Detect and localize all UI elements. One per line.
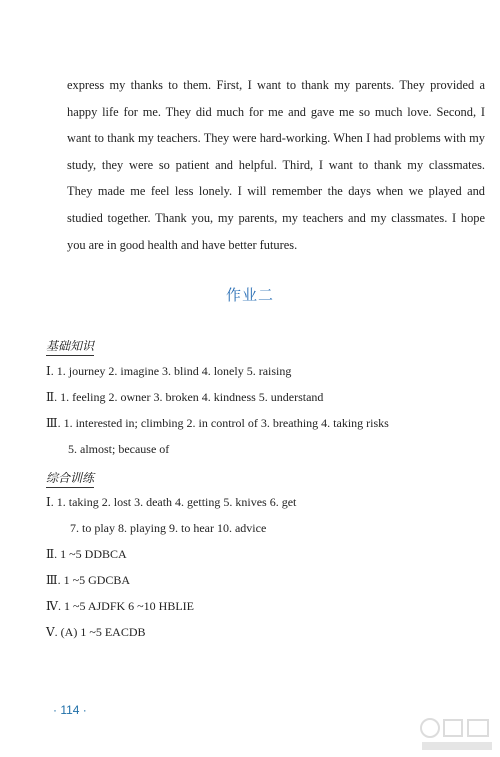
paragraph-line: studied together. Thank you, my parents, my teachers and my classmates. I hope <box>67 210 485 225</box>
answer-row: Ⅳ. 1 ~5 AJDFK 6 ~10 HBLIE <box>46 599 194 613</box>
answer-row: Ⅰ. 1. journey 2. imagine 3. blind 4. lonely 5. raising <box>46 364 292 378</box>
answer-row: Ⅰ. 1. taking 2. lost 3. death 4. getting 5. knives 6. get <box>46 495 297 509</box>
answer-row: Ⅱ. 1 ~5 DDBCA <box>46 547 127 561</box>
answer-row: Ⅴ. (A) 1 ~5 EACDB <box>46 625 146 639</box>
answer-row: Ⅲ. 1 ~5 GDCBA <box>46 573 131 587</box>
paragraph-line: you are in good health and have better futures. <box>67 237 298 252</box>
answer-row: 7. to play 8. playing 9. to hear 10. advice <box>70 521 267 535</box>
paragraph-line: They made me feel less lonely. I will remember the days when we played and <box>67 184 485 199</box>
answer-row: 5. almost; because of <box>68 442 170 456</box>
answer-paragraph <box>67 72 485 258</box>
page-number: · 114 · <box>53 703 87 717</box>
heading-comprehensive-training: 综合训练 <box>46 469 94 488</box>
paragraph-line: study, they were so patient and helpful. Third, I want to thank my classmates. <box>67 157 485 172</box>
section-title: 作业二 <box>225 286 274 304</box>
answer-row: Ⅱ. 1. feeling 2. owner 3. broken 4. kindness 5. understand <box>46 390 324 404</box>
heading-basic-knowledge: 基础知识 <box>46 337 94 356</box>
watermark-logo-icon <box>418 716 496 754</box>
answer-row: Ⅲ. 1. interested in; climbing 2. in control of 3. breathing 4. taking risks <box>46 416 389 430</box>
paragraph-line: want to thank my teachers. They were hard-working. When I had problems with my <box>67 131 485 146</box>
paragraph-line: happy life for me. They did much for me and gave me so much love. Second, I <box>67 104 485 119</box>
paragraph-line: express my thanks to them. First, I want to thank my parents. They provided a <box>67 78 485 92</box>
